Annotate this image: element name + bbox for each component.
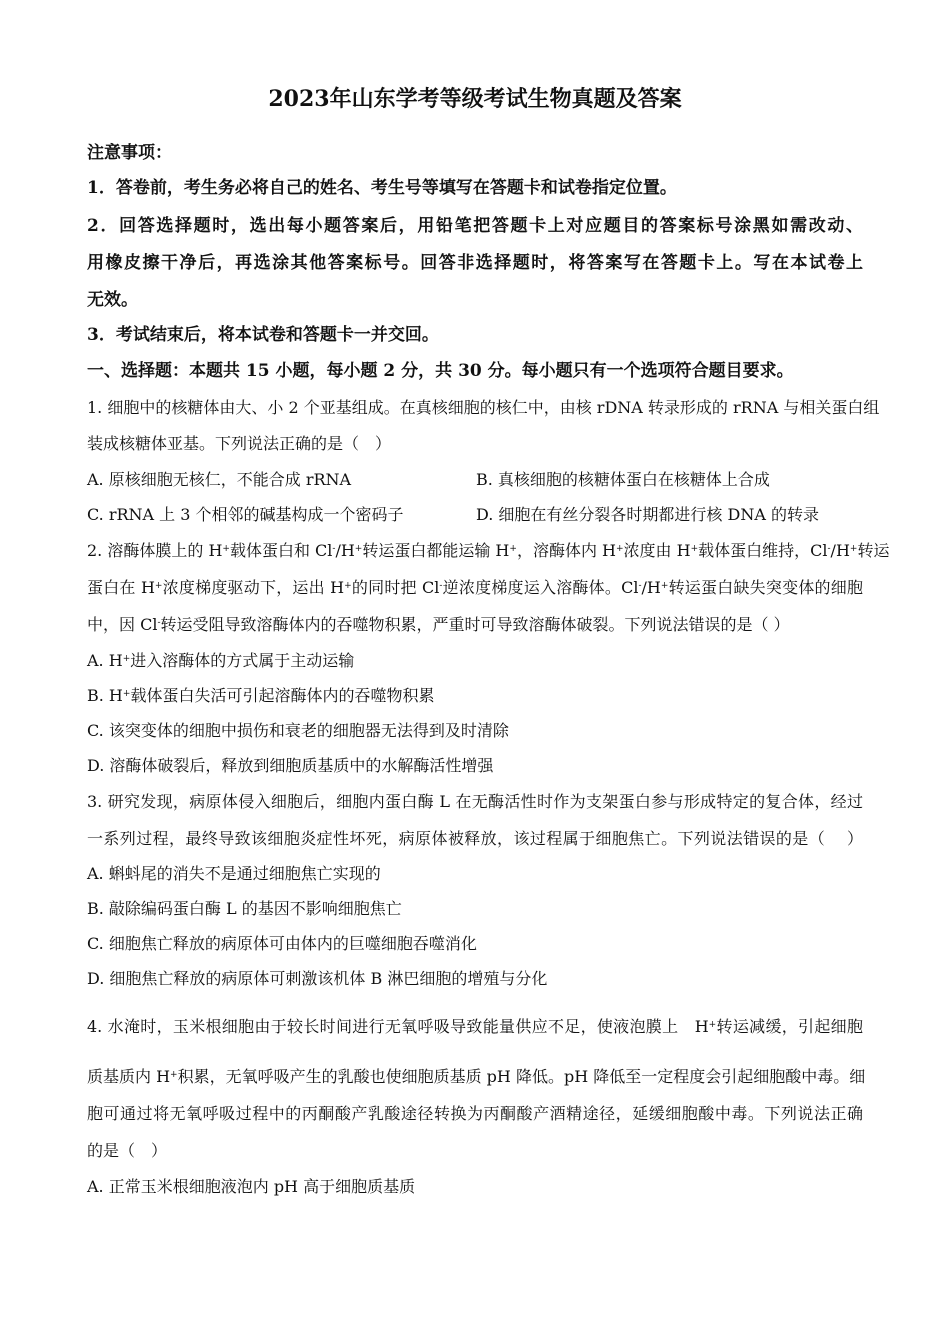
question-4-line-1: 4. 水淹时，玉米根细胞由于较长时间进行无氧呼吸导致能量供应不足，使液泡膜上 H+转运减缓，引起细胞: [87, 1017, 863, 1036]
question-3-option-b: B. 敲除编码蛋白酶 L 的基因不影响细胞焦亡: [87, 899, 402, 918]
question-2-option-a: A. H+进入溶酶体的方式属于主动运输: [87, 651, 355, 670]
question-3-option-a: A. 蝌蚪尾的消失不是通过细胞焦亡实现的: [87, 864, 381, 883]
question-3-option-d: D. 细胞焦亡释放的病原体可刺激该机体 B 淋巴细胞的增殖与分化: [87, 969, 548, 988]
question-2-option-b: B. H+载体蛋白失活可引起溶酶体内的吞噬物积累: [87, 686, 435, 705]
note-2-line-2: 用橡皮擦干净后，再选涂其他答案标号。回答非选择题时，将答案写在答题卡上。写在本试卷上: [87, 253, 863, 273]
note-2-line-3: 无效。: [87, 290, 138, 310]
question-1-option-a: A. 原核细胞无核仁，不能合成 rRNA: [87, 470, 352, 489]
question-1-line-2: 装成核糖体亚基。下列说法正确的是（ ）: [87, 434, 392, 453]
notes-heading: 注意事项：: [87, 143, 172, 163]
question-4-line-3: 胞可通过将无氧呼吸过程中的丙酮酸产乳酸途径转换为丙酮酸产酒精途径，延缓细胞酸中毒。下列说法正确: [87, 1104, 863, 1123]
question-1-option-d: D. 细胞在有丝分裂各时期都进行核 DNA 的转录: [476, 505, 819, 524]
question-3-line-1: 3. 研究发现，病原体侵入细胞后，细胞内蛋白酶 L 在无酶活性时作为支架蛋白参与形成特定的复合体，经过: [87, 792, 863, 811]
question-4-line-4: 的是（ ）: [87, 1141, 168, 1160]
note-1: 1．答卷前，考生务必将自己的姓名、考生号等填写在答题卡和试卷指定位置。: [87, 178, 677, 198]
question-2-option-c: C. 该突变体的细胞中损伤和衰老的细胞器无法得到及时清除: [87, 721, 509, 740]
question-4-line-2: 质基质内 H+积累，无氧呼吸产生的乳酸也使细胞质基质 pH 降低。pH 降低至一定程度会引起细胞酸中毒。细: [87, 1067, 866, 1086]
page-title: 2023年山东学考等级考试生物真题及答案: [268, 86, 682, 112]
question-2-line-2: 蛋白在 H+浓度梯度驱动下，运出 H+的同时把 Cl-逆浓度梯度运入溶酶体。Cl-/H+转运蛋白缺失突变体的细胞: [87, 578, 863, 597]
question-2-option-d: D. 溶酶体破裂后，释放到细胞质基质中的水解酶活性增强: [87, 756, 494, 775]
section-1-heading: 一、选择题：本题共 15 小题，每小题 2 分，共 30 分。每小题只有一个选项符合题目要求。: [87, 361, 794, 381]
question-1-option-c: C. rRNA 上 3 个相邻的碱基构成一个密码子: [87, 505, 404, 524]
note-2-line-1: 2．回答选择题时，选出每小题答案后，用铅笔把答题卡上对应题目的答案标号涂黑如需改动、: [87, 216, 863, 236]
question-1-line-1: 1. 细胞中的核糖体由大、小 2 个亚基组成。在真核细胞的核仁中，由核 rDNA 转录形成的 rRNA 与相关蛋白组: [87, 398, 880, 417]
question-4-option-a: A. 正常玉米根细胞液泡内 pH 高于细胞质基质: [87, 1177, 416, 1196]
question-1-option-b: B. 真核细胞的核糖体蛋白在核糖体上合成: [476, 470, 770, 489]
question-2-line-1: 2. 溶酶体膜上的 H+载体蛋白和 Cl-/H+转运蛋白都能运输 H+，溶酶体内 H+浓度由 H+载体蛋白维持，Cl-/H+转运: [87, 541, 890, 560]
question-3-option-c: C. 细胞焦亡释放的病原体可由体内的巨噬细胞吞噬消化: [87, 934, 477, 953]
question-2-line-3: 中，因 Cl-转运受阻导致溶酶体内的吞噬物积累，严重时可导致溶酶体破裂。下列说法错误的是（ ）: [87, 615, 790, 634]
question-3-line-2: 一系列过程，最终导致该细胞炎症性坏死，病原体被释放，该过程属于细胞焦亡。下列说法错误的是（ ）: [87, 829, 863, 848]
note-3: 3．考试结束后，将本试卷和答题卡一并交回。: [87, 325, 439, 345]
